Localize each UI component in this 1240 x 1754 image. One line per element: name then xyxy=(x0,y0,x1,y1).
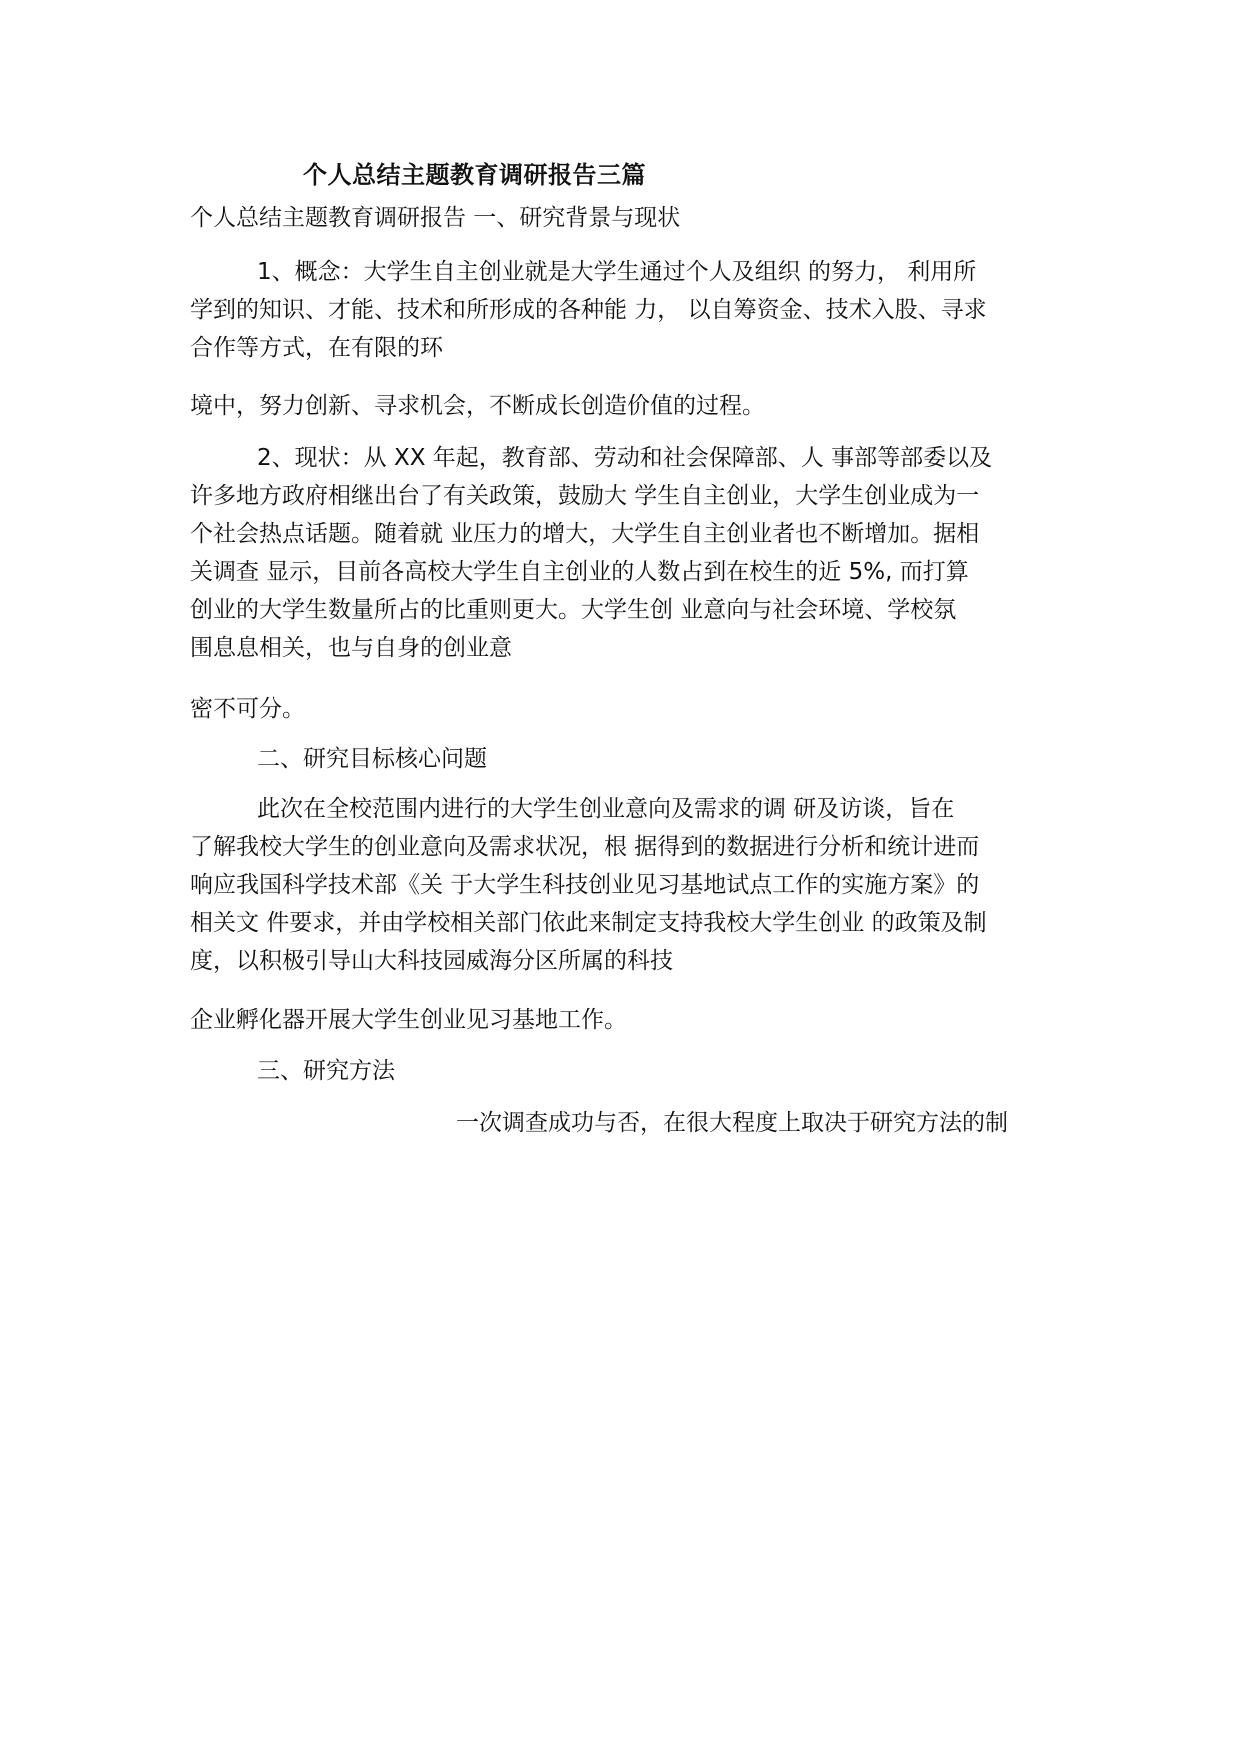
paragraph-line: 许多地方政府相继出台了有关政策，鼓励大 学生自主创业，大学生创业成为一 xyxy=(190,483,980,509)
paragraph-line: 度，以积极引导山大科技园威海分区所属的科技 xyxy=(190,948,673,974)
paragraph-line: 企业孵化器开展大学生创业见习基地工作。 xyxy=(190,1007,627,1033)
paragraph-line: 境中，努力创新、寻求机会，不断成长创造价值的过程。 xyxy=(190,393,765,419)
paragraph-line: 此次在全校范围内进行的大学生创业意向及需求的调 研及访谈，旨在 xyxy=(257,796,955,822)
paragraph-line: 相关文 件要求，并由学校相关部门依此来制定支持我校大学生创业 的政策及制 xyxy=(190,910,987,936)
paragraph-line: 密不可分。 xyxy=(190,696,305,722)
paragraph-line: 1、概念：大学生自主创业就是大学生通过个人及组织 的努力， 利用所 xyxy=(257,259,977,285)
paragraph-line: 个社会热点话题。随着就 业压力的增大，大学生自主创业者也不断增加。据相 xyxy=(190,521,980,547)
paragraph-line: 合作等方式，在有限的环 xyxy=(190,335,443,361)
paragraph-line: 学到的知识、才能、技术和所形成的各种能 力， 以自筹资金、技术入股、寻求 xyxy=(190,297,987,323)
document-title: 个人总结主题教育调研报告三篇 xyxy=(303,161,646,189)
paragraph-line: 一次调查成功与否，在很大程度上取决于研究方法的制 xyxy=(456,1110,1008,1136)
paragraph-line: 响应我国科学技术部《关 于大学生科技创业见习基地试点工作的实施方案》的 xyxy=(190,872,980,898)
paragraph-line: 创业的大学生数量所占的比重则更大。大学生创 业意向与社会环境、学校氛 xyxy=(190,597,957,623)
paragraph-line: 了解我校大学生的创业意向及需求状况，根 据得到的数据进行分析和统计进而 xyxy=(190,834,980,860)
paragraph-line: 关调查 显示，目前各高校大学生自主创业的人数占到在校生的近 5%, 而打算 xyxy=(190,559,969,585)
paragraph-line: 围息息相关，也与自身的创业意 xyxy=(190,635,512,661)
paragraph-line: 个人总结主题教育调研报告 一、研究背景与现状 xyxy=(190,205,681,231)
section-heading: 三、研究方法 xyxy=(257,1058,395,1084)
paragraph-line: 2、现状：从 XX 年起，教育部、劳动和社会保障部、人 事部等部委以及 xyxy=(257,445,993,471)
section-heading: 二、研究目标核心问题 xyxy=(257,746,487,772)
